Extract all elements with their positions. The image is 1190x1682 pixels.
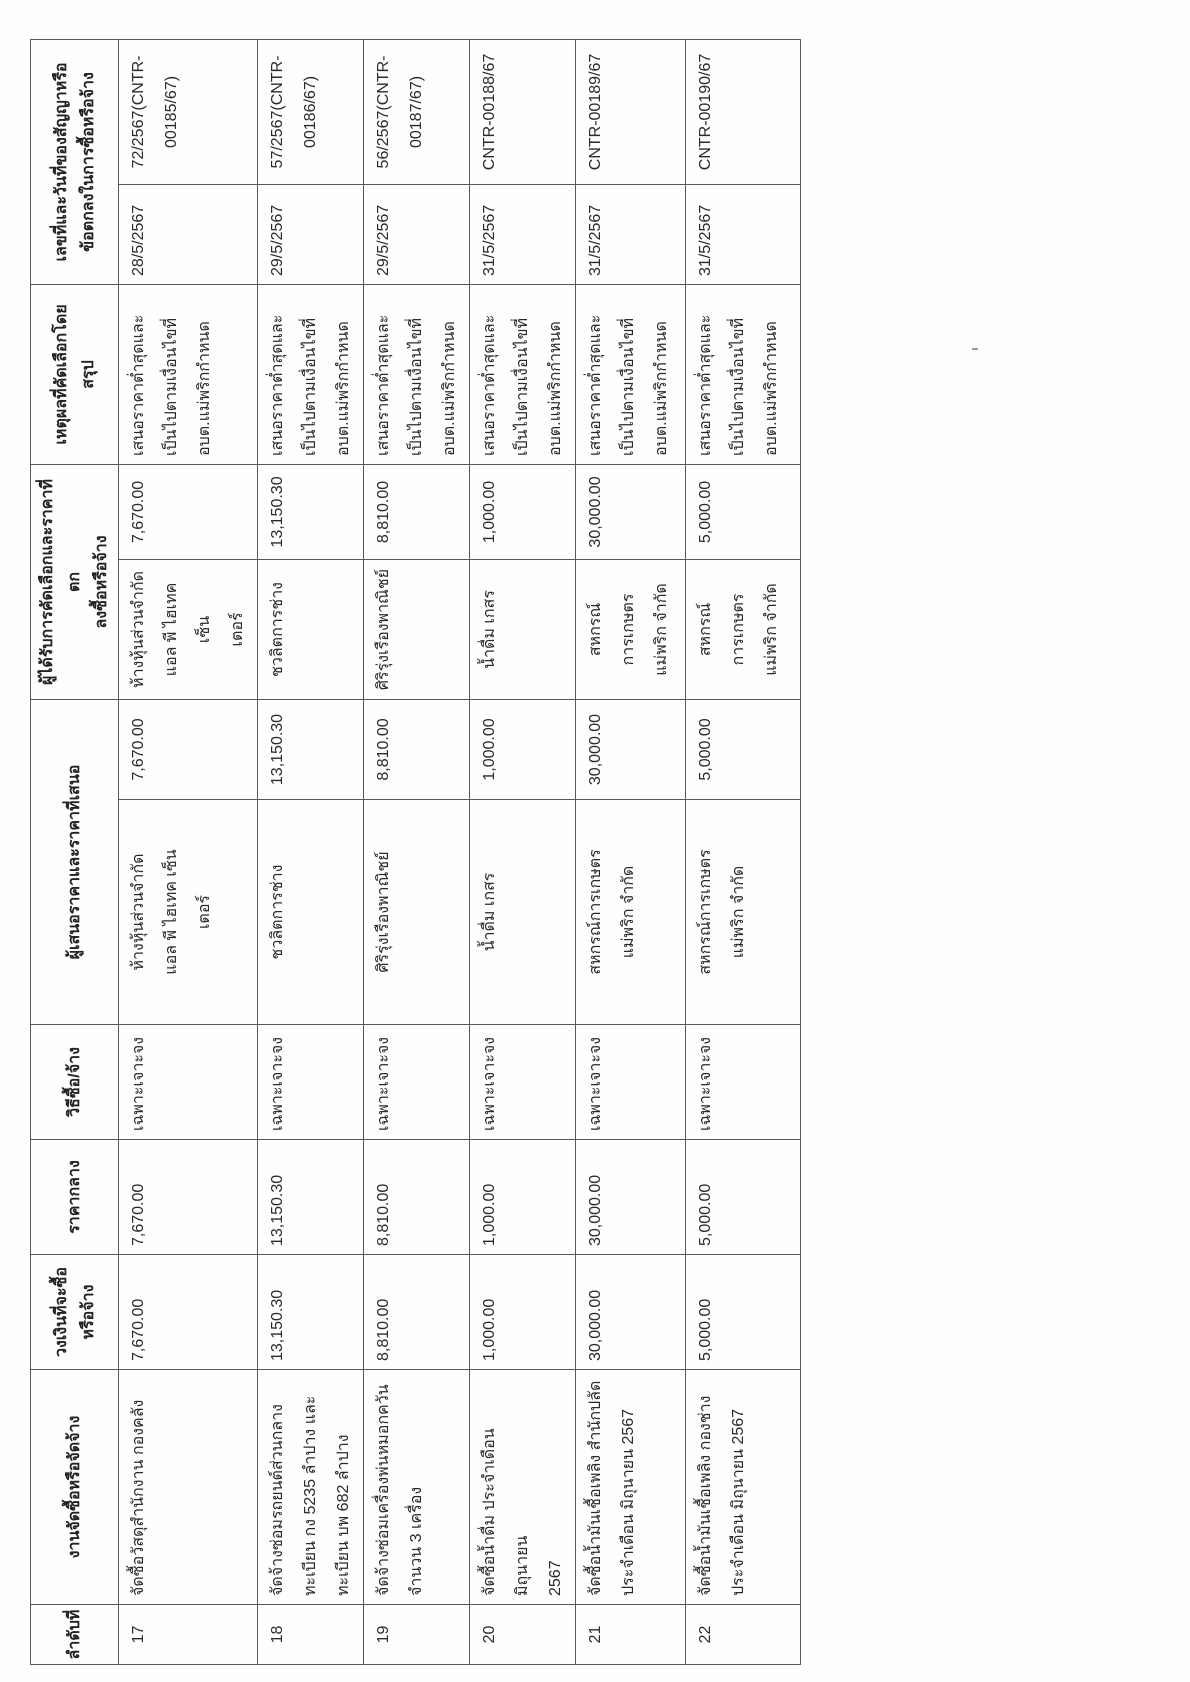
table-row	[364, 39, 470, 1664]
table-header-row	[31, 39, 119, 1664]
header-seq: ลำดับที่	[31, 1605, 119, 1665]
cell-contract-date: 29/5/2567	[364, 184, 470, 284]
cell-contract-date: 29/5/2567	[258, 184, 364, 284]
header-reason: เหตุผลที่คัดเลือกโดย สรุป	[31, 284, 119, 464]
cell-bidder-name: สหกรณ์การเกษตร แม่พริก จำกัด	[576, 800, 686, 1025]
cell-bidder-name: สหกรณ์การเกษตร แม่พริก จำกัด	[686, 800, 801, 1025]
cell-budget: 8,810.00	[364, 1255, 470, 1370]
cell-seq: 19	[364, 1605, 470, 1665]
cell-reason: เสนอราคาต่ำสุดและ เป็นไปตามเงื่อนไขที่ อบต.แม่พริกกำหนด	[470, 284, 576, 464]
cell-budget: 5,000.00	[686, 1255, 801, 1370]
cell-contract-date: 31/5/2567	[470, 184, 576, 284]
header-contract: เลขที่และวันที่ของสัญญาหรือ ข้อตกลงในการซื้อหรือจ้าง	[31, 39, 119, 284]
cell-item: จัดจ้างซ่อมเครื่องพ่นหมอกควัน จำนวน 3 เครื่อง	[364, 1370, 470, 1605]
cell-median-price: 8,810.00	[364, 1140, 470, 1255]
table-row	[686, 39, 801, 1664]
cell-bidder-price: 7,670.00	[119, 699, 258, 799]
cell-contract-no: 72/2567(CNTR- 00185/67)	[119, 39, 258, 184]
cell-winner-name: สหกรณ์การเกษตร แม่พริก จำกัด	[686, 559, 801, 699]
cell-bidder-name: น้ำดื่ม เกสร	[470, 800, 576, 1025]
cell-seq: 21	[576, 1605, 686, 1665]
cell-seq: 20	[470, 1605, 576, 1665]
cell-median-price: 30,000.00	[576, 1140, 686, 1255]
table-row	[119, 39, 258, 1664]
cell-budget: 13,150.30	[258, 1255, 364, 1370]
cell-contract-no: 56/2567(CNTR- 00187/67)	[364, 39, 470, 184]
cell-winner-price: 5,000.00	[686, 464, 801, 559]
cell-bidder-price: 13,150.30	[258, 699, 364, 799]
cell-item: จัดซื้อน้ำมันเชื้อเพลิง สำนักปลัด ประจำเดือน มิถุนายน 2567	[576, 1370, 686, 1605]
cell-winner-price: 7,670.00	[119, 464, 258, 559]
cell-winner-name: น้ำดื่ม เกสร	[470, 559, 576, 699]
cell-contract-no: CNTR-00188/67	[470, 39, 576, 184]
cell-item: จัดจ้างซ่อมรถยนต์ส่วนกลาง ทะเบียน กง 5235 ลำปาง และ ทะเบียน บพ 682 ลำปาง	[258, 1370, 364, 1605]
cell-contract-no: CNTR-00190/67	[686, 39, 801, 184]
cell-bidder-price: 5,000.00	[686, 699, 801, 799]
cell-budget: 30,000.00	[576, 1255, 686, 1370]
cell-winner-name: ห้างหุ้นส่วนจำกัด แอล พี ไฮเทค เซ็น เตอร์	[119, 559, 258, 699]
cell-method: เฉพาะเจาะจง	[364, 1025, 470, 1140]
header-median-price: ราคากลาง	[31, 1140, 119, 1255]
cell-winner-price: 13,150.30	[258, 464, 364, 559]
cell-seq: 18	[258, 1605, 364, 1665]
cell-seq: 22	[686, 1605, 801, 1665]
table-row	[470, 39, 576, 1664]
cell-winner-price: 8,810.00	[364, 464, 470, 559]
cell-bidder-name: ห้างหุ้นส่วนจำกัด แอล พี ไฮเทค เซ็น เตอร์	[119, 800, 258, 1025]
header-item: งานจัดซื้อหรือจัดจ้าง	[31, 1370, 119, 1605]
header-budget: วงเงินที่จะซื้อ หรือจ้าง	[31, 1255, 119, 1370]
cell-method: เฉพาะเจาะจง	[119, 1025, 258, 1140]
cell-median-price: 1,000.00	[470, 1140, 576, 1255]
cell-reason: เสนอราคาต่ำสุดและ เป็นไปตามเงื่อนไขที่ อบต.แม่พริกกำหนด	[119, 284, 258, 464]
cell-reason: เสนอราคาต่ำสุดและ เป็นไปตามเงื่อนไขที่ อบต.แม่พริกกำหนด	[686, 284, 801, 464]
scan-speck	[972, 348, 978, 350]
cell-item: จัดซื้อน้ำดื่ม ประจำเดือน มิถุนายน 2567	[470, 1370, 576, 1605]
cell-median-price: 5,000.00	[686, 1140, 801, 1255]
cell-item: จัดซื้อน้ำมันเชื้อเพลิง กองช่าง ประจำเดือน มิถุนายน 2567	[686, 1370, 801, 1605]
cell-contract-date: 31/5/2567	[576, 184, 686, 284]
cell-contract-date: 31/5/2567	[686, 184, 801, 284]
cell-bidder-price: 30,000.00	[576, 699, 686, 799]
table-row	[576, 39, 686, 1664]
table-row	[258, 39, 364, 1664]
cell-winner-price: 1,000.00	[470, 464, 576, 559]
cell-winner-name: ชวลิตการช่าง	[258, 559, 364, 699]
rotated-table-wrapper	[30, 40, 780, 1665]
cell-contract-no: 57/2567(CNTR- 00186/67)	[258, 39, 364, 184]
cell-contract-date: 28/5/2567	[119, 184, 258, 284]
cell-winner-name: สหกรณ์การเกษตร แม่พริก จำกัด	[576, 559, 686, 699]
header-winner: ผู้ได้รับการคัดเลือกและราคาที่ตก ลงซื้อหรือจ้าง	[31, 464, 119, 699]
cell-median-price: 13,150.30	[258, 1140, 364, 1255]
cell-bidder-price: 1,000.00	[470, 699, 576, 799]
cell-bidder-price: 8,810.00	[364, 699, 470, 799]
procurement-table	[30, 39, 801, 1665]
cell-method: เฉพาะเจาะจง	[258, 1025, 364, 1140]
cell-reason: เสนอราคาต่ำสุดและ เป็นไปตามเงื่อนไขที่ อบต.แม่พริกกำหนด	[258, 284, 364, 464]
cell-reason: เสนอราคาต่ำสุดและ เป็นไปตามเงื่อนไขที่ อบต.แม่พริกกำหนด	[364, 284, 470, 464]
cell-budget: 7,670.00	[119, 1255, 258, 1370]
cell-winner-price: 30,000.00	[576, 464, 686, 559]
header-method: วิธีซื้อ/จ้าง	[31, 1025, 119, 1140]
cell-contract-no: CNTR-00189/67	[576, 39, 686, 184]
cell-reason: เสนอราคาต่ำสุดและ เป็นไปตามเงื่อนไขที่ อบต.แม่พริกกำหนด	[576, 284, 686, 464]
cell-item: จัดซื้อวัสดุสำนักงาน กองคลัง	[119, 1370, 258, 1605]
cell-method: เฉพาะเจาะจง	[576, 1025, 686, 1140]
cell-bidder-name: ศิริรุ่งเรืองพาณิชย์	[364, 800, 470, 1025]
header-bidders: ผู้เสนอราคาและราคาที่เสนอ	[31, 699, 119, 1024]
cell-median-price: 7,670.00	[119, 1140, 258, 1255]
cell-method: เฉพาะเจาะจง	[470, 1025, 576, 1140]
cell-bidder-name: ชวลิตการช่าง	[258, 800, 364, 1025]
cell-budget: 1,000.00	[470, 1255, 576, 1370]
cell-method: เฉพาะเจาะจง	[686, 1025, 801, 1140]
cell-winner-name: ศิริรุ่งเรืองพาณิชย์	[364, 559, 470, 699]
cell-seq: 17	[119, 1605, 258, 1665]
